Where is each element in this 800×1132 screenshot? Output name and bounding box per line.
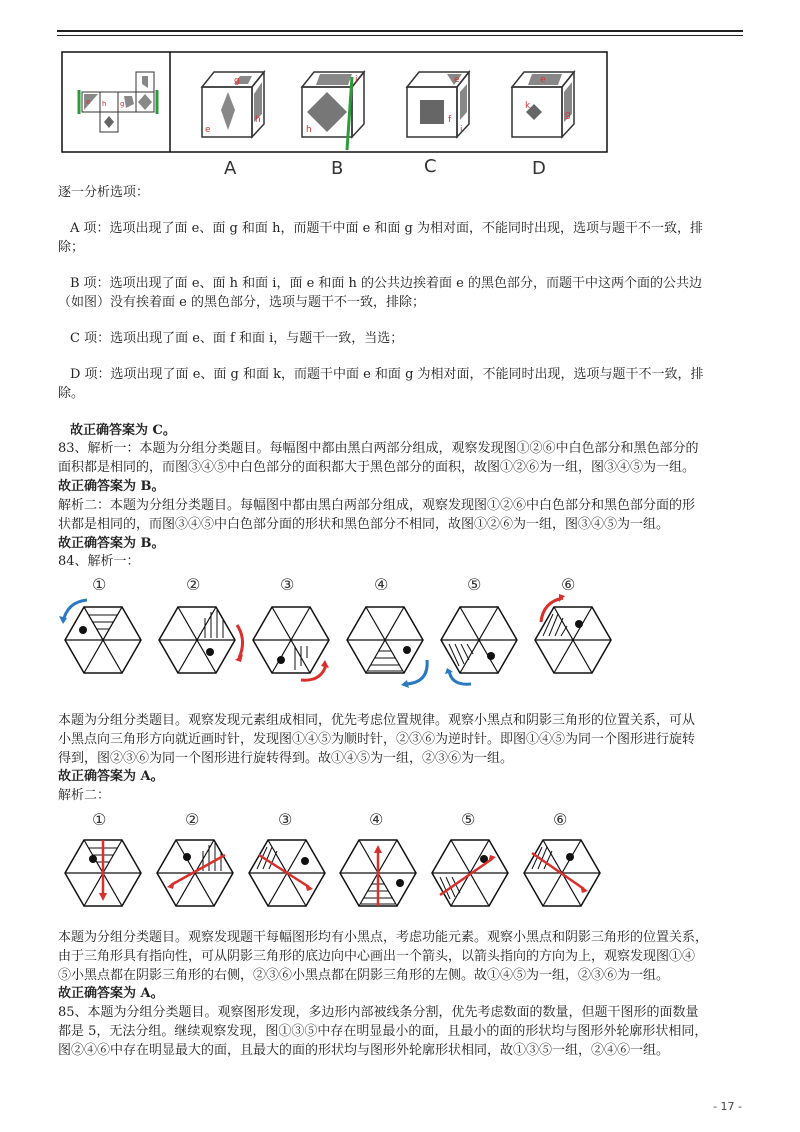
cube-a-letter-h: h xyxy=(255,115,261,125)
cube-net xyxy=(82,72,154,132)
net-letter-e: e xyxy=(86,98,91,106)
cube-puzzle-figure xyxy=(62,52,612,157)
q84-analysis1-line3: 得到，图②③⑥为同一个图形进行旋转得到。故①④⑤为一组，②③⑥为一组。 xyxy=(58,751,514,766)
hex-row1-label-2: ② xyxy=(186,575,201,594)
hex-row2-label-1: ① xyxy=(92,810,107,829)
cube-c-letter-e: e xyxy=(454,75,460,85)
cube-b-letter-i: i xyxy=(355,75,358,85)
header-rule xyxy=(57,30,743,32)
cube-d-letter-g: g xyxy=(565,110,571,120)
hex-row2-label-2: ② xyxy=(185,810,200,829)
hex-row1-label-1: ① xyxy=(92,575,107,594)
cube-c-letter-f: f xyxy=(448,115,452,125)
q84-analysis1-line2: 小黑点向三角形方向就近画时针，发现图①④⑤为顺时针，②③⑥为逆时针。即图①④⑤为同一个图形进行旋转 xyxy=(58,732,696,747)
option-a-analysis-line2: 除； xyxy=(58,240,85,255)
q83-alt-line1: 解析二：本题为分组分类题目。每幅图中都由黑白两部分组成，观察发现图①②⑥中白色部分和黑色部分面的形 xyxy=(58,498,696,513)
option-label-d: D xyxy=(532,158,546,179)
hex-row2-label-6: ⑥ xyxy=(553,810,568,829)
q84-alt-heading: 解析二： xyxy=(58,788,111,803)
hex-row1-label-3: ③ xyxy=(280,575,295,594)
option-a-analysis-line1: A 项：选项出现了面 e、面 g 和面 h，而题干中面 e 和面 g 为相对面，不能同时出现，选项与题干不一致，排 xyxy=(70,221,703,236)
q83-alt-line2: 状都是相同的，而图③④⑤中白色部分面的形状和黑色部分不相同，故图①②⑥为一组，图③④⑤为一组。 xyxy=(58,517,670,532)
answer-a-2: 故正确答案为 A。 xyxy=(58,986,164,1001)
cube-b-letter-h: h xyxy=(306,125,312,135)
hex2-6 xyxy=(524,840,600,906)
hex-5 xyxy=(441,607,517,684)
cube-a-letter-e: e xyxy=(205,125,211,135)
cube-a xyxy=(202,72,264,137)
answer-b-1: 故正确答案为 B。 xyxy=(58,479,165,494)
header-rule-thin xyxy=(57,35,743,36)
q84-analysis2-line2: 由于三角形具有指向性，可从阴影三角形的底边向中心画出一个箭头，以箭头指向的方向为上，观察发现图①④ xyxy=(58,949,696,964)
net-letter-g: g xyxy=(120,100,125,108)
answer-b-2: 故正确答案为 B。 xyxy=(58,536,165,551)
page-number: - 17 - xyxy=(713,1100,742,1113)
option-b-analysis-line2: （如图）没有挨着面 e 的黑色部分，选项与题干不一致，排除； xyxy=(58,295,425,310)
hex2-2 xyxy=(157,840,233,906)
hex-row1-label-4: ④ xyxy=(374,575,389,594)
q83-analysis-line1: 83、解析一：本题为分组分类题目。每幅图中都由黑白两部分组成，观察发现图①②⑥中白色部分和黑色部分的 xyxy=(58,441,699,456)
q85-line3: 图②④⑥中存在明显最大的面，且最大的面的形状均与图形外轮廓形状相同，故①③⑤一组，②④⑥一组。 xyxy=(58,1043,670,1058)
q84-analysis2-line1: 本题为分组分类题目。观察发现题干每幅图形均有小黑点，考虑功能元素。观察小黑点和阴影三角形的位置关系， xyxy=(58,930,709,945)
hex2-3 xyxy=(249,840,325,906)
q84-analysis2-line3: ⑤小黑点都在阴影三角形的右侧，②③⑥小黑点都在阴影三角形的左侧。故①④⑤为一组，②③⑥为一组。 xyxy=(58,968,670,983)
net-letter-h: h xyxy=(102,100,107,108)
hex-row2-label-3: ③ xyxy=(278,810,293,829)
option-b-analysis-line1: B 项：选项出现了面 e、面 h 和面 i，面 e 和面 h 的公共边挨着面 e 的黑色部分，而题干中这两个面的公共边 xyxy=(70,276,702,291)
option-d-analysis-line1: D 项：选项出现了面 e、面 g 和面 k，而题干中面 e 和面 g 为相对面，不能同时出现，选项与题干不一致，排 xyxy=(70,367,704,382)
q84-heading: 84、解析一： xyxy=(58,554,140,569)
answer-a-1: 故正确答案为 A。 xyxy=(58,769,164,784)
option-label-c: C xyxy=(424,156,437,177)
q85-line2: 都是 5，无法分组。继续观察发现，图①③⑤中存在明显最小的面，且最小的面的形状均与图形外轮廓形状相同， xyxy=(58,1024,708,1039)
option-label-a: A xyxy=(224,158,237,179)
cube-c-letter-i: i xyxy=(460,125,463,135)
q85-line1: 85、本题为分组分类题目。观察图形发现，多边形内部被线条分割，优先考虑数面的数量，但题干图形的面数量 xyxy=(58,1005,699,1020)
hex2-4 xyxy=(340,840,416,906)
cube-d-letter-e: e xyxy=(540,75,546,85)
cube-a-letter-g: g xyxy=(234,76,240,86)
hex-2 xyxy=(159,607,243,673)
hex2-5 xyxy=(432,840,508,906)
q83-analysis-line2: 面积都是相同的，而图③④⑤中白色部分的面积都大于黑色部分的面积，故图①②⑥为一组，图③④⑤为一组。 xyxy=(58,460,696,475)
hex-row2-label-5: ⑤ xyxy=(461,810,476,829)
hex-4 xyxy=(347,607,427,688)
option-label-b: B xyxy=(331,158,344,179)
hex2-1 xyxy=(65,840,141,906)
analysis-intro: 逐一分析选项： xyxy=(58,185,150,200)
option-d-analysis-line2: 除。 xyxy=(58,386,85,401)
hexagon-row-2 xyxy=(60,830,620,920)
cube-d-letter-k: k xyxy=(525,101,531,111)
q84-analysis1-line1: 本题为分组分类题目。观察发现元素组成相同，优先考虑位置规律。观察小黑点和阴影三角形的位置关系，可从 xyxy=(58,713,696,728)
hex-3 xyxy=(253,607,329,680)
answer-c: 故正确答案为 C。 xyxy=(70,423,176,438)
hex-6 xyxy=(535,594,611,673)
hex-row1-label-5: ⑤ xyxy=(467,575,482,594)
hex-1 xyxy=(59,600,141,673)
hexagon-row-1 xyxy=(60,595,620,695)
hex-row1-label-6: ⑥ xyxy=(561,575,576,594)
hex-row2-label-4: ④ xyxy=(369,810,384,829)
option-c-analysis: C 项：选项出现了面 e、面 f 和面 i，与题干一致，当选； xyxy=(70,331,404,346)
